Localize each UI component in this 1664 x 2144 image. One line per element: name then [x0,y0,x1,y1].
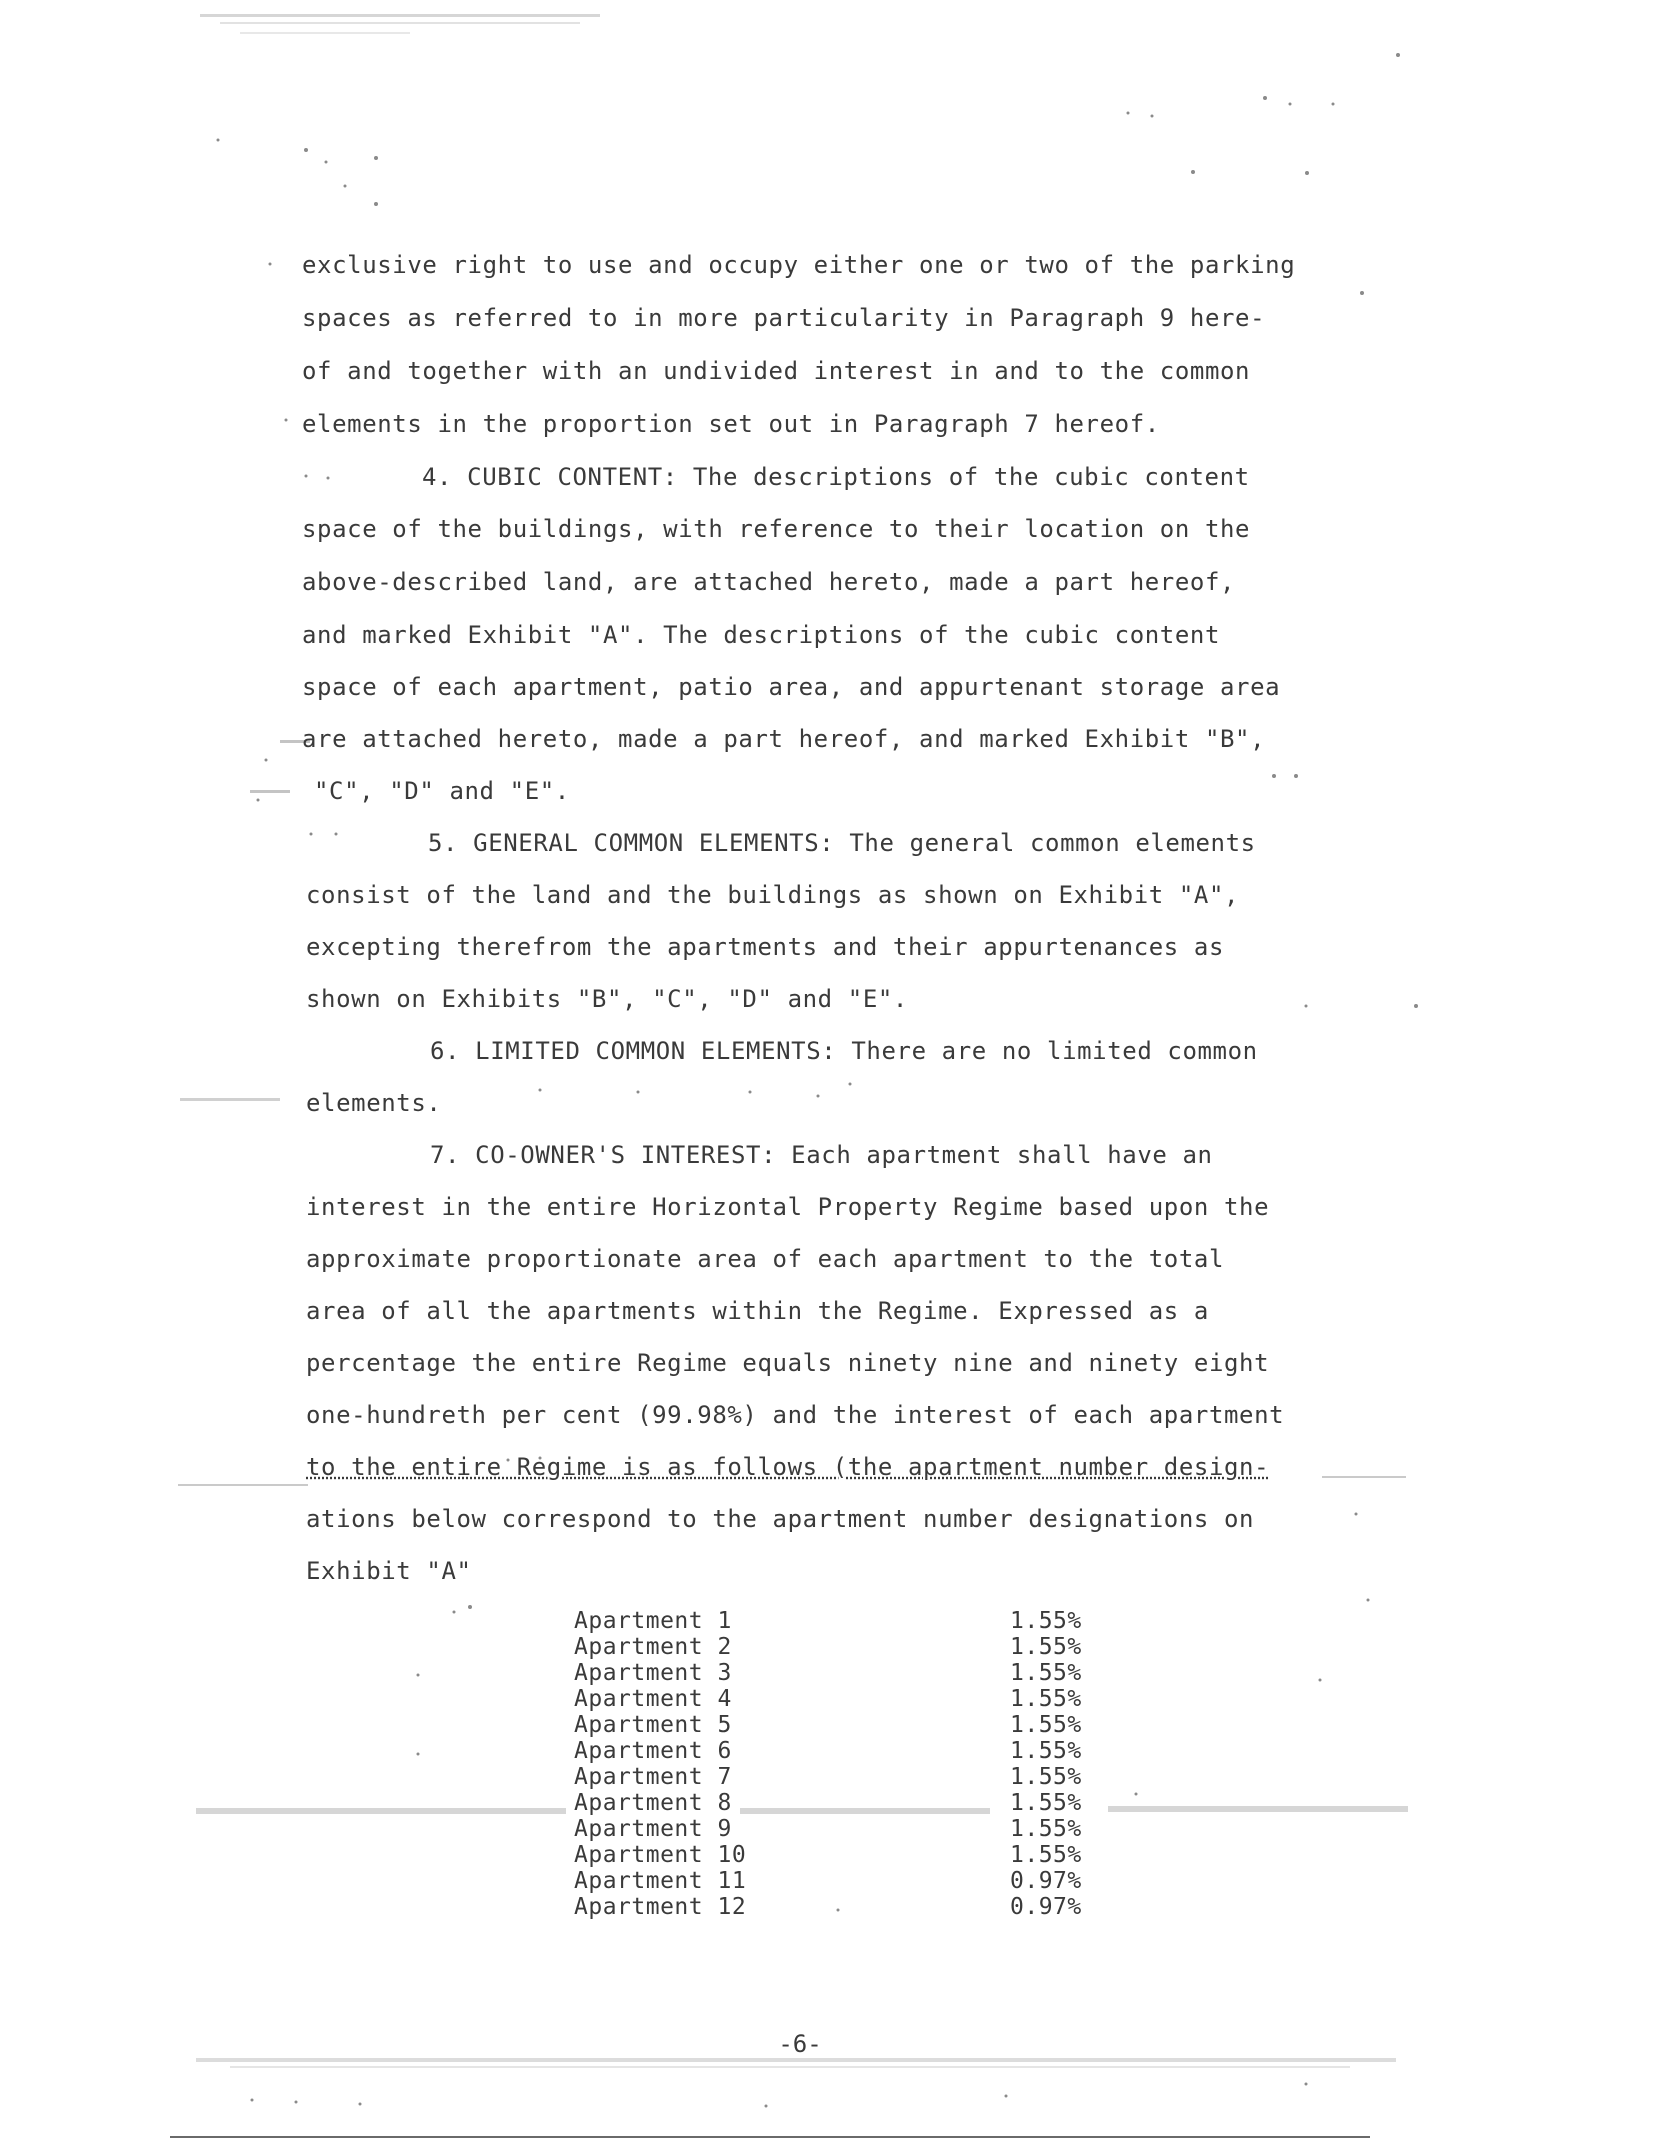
table-row [574,1790,1134,1816]
apartment-label: Apartment 2 [574,1634,732,1660]
apartment-label: Apartment 12 [574,1894,747,1920]
footer-rule [170,2136,1370,2138]
apartment-label: Apartment 9 [574,1816,732,1842]
paragraph-line: elements. [306,1089,442,1117]
apartment-percent: 0.97% [1010,1868,1082,1894]
apartment-label: Apartment 3 [574,1660,732,1686]
apartment-label: Apartment 11 [574,1868,747,1894]
paragraph-line: consist of the land and the buildings as shown on Exhibit "A", [306,881,1240,909]
paragraph-line: approximate proportionate area of each apartment to the total [306,1245,1225,1273]
apartment-percent: 1.55% [1010,1764,1082,1790]
apartment-label: Apartment 1 [574,1608,732,1634]
apartment-percent: 1.55% [1010,1816,1082,1842]
table-row [574,1738,1134,1764]
table-row [574,1842,1134,1868]
table-row [574,1764,1134,1790]
apartment-label: Apartment 8 [574,1790,732,1816]
paragraph-line: elements in the proportion set out in Paragraph 7 hereof. [302,410,1160,438]
table-row [574,1660,1134,1686]
table-row [574,1816,1134,1842]
apartment-label: Apartment 7 [574,1764,732,1790]
paragraph-line: of and together with an undivided interest in and to the common [302,357,1251,385]
section-heading-limited-common-elements: 6. LIMITED COMMON ELEMENTS: There are no limited common [430,1037,1258,1065]
apartment-label: Apartment 4 [574,1686,732,1712]
page-number: -6- [778,2030,822,2058]
table-row [574,1712,1134,1738]
paragraph-line: spaces as referred to in more particularity in Paragraph 9 here- [302,304,1266,332]
table-row [574,1608,1134,1634]
paragraph-line: space of the buildings, with reference to their location on the [302,515,1251,543]
table-row [574,1686,1134,1712]
paragraph-line: exclusive right to use and occupy either one or two of the parking [302,251,1296,279]
paragraph-line: percentage the entire Regime equals ninety nine and ninety eight [306,1349,1270,1377]
table-row [574,1868,1134,1894]
apartment-label: Apartment 10 [574,1842,747,1868]
paragraph-line: ations below correspond to the apartment number designations on [306,1505,1255,1533]
table-row [574,1894,1134,1920]
paragraph-line: one-hundreth per cent (99.98%) and the interest of each apartment [306,1401,1285,1429]
paragraph-line: area of all the apartments within the Regime. Expressed as a [306,1297,1209,1325]
apartment-percent: 1.55% [1010,1842,1082,1868]
apartment-percent: 1.55% [1010,1686,1082,1712]
apartment-percent: 1.55% [1010,1712,1082,1738]
section-heading-cubic-content: 4. CUBIC CONTENT: The descriptions of the cubic content [422,463,1250,491]
section-heading-co-owners-interest: 7. CO-OWNER'S INTEREST: Each apartment shall have an [430,1141,1213,1169]
apartment-percent: 1.55% [1010,1790,1082,1816]
apartment-percent: 1.55% [1010,1660,1082,1686]
paragraph-line: and marked Exhibit "A". The descriptions of the cubic content [302,621,1221,649]
apartment-percent: 1.55% [1010,1608,1082,1634]
paragraph-line: space of each apartment, patio area, and appurtenant storage area [302,673,1281,701]
table-row [574,1634,1134,1660]
paragraph-line: above-described land, are attached hereto, made a part hereof, [302,568,1236,596]
section-heading-general-common-elements: 5. GENERAL COMMON ELEMENTS: The general common elements [428,829,1256,857]
paragraph-line: excepting therefrom the apartments and their appurtenances as [306,933,1225,961]
paragraph-line: shown on Exhibits "B", "C", "D" and "E". [306,985,908,1013]
apartment-percent: 1.55% [1010,1738,1082,1764]
paragraph-line: Exhibit "A" [306,1557,472,1585]
paragraph-line: are attached hereto, made a part hereof, and marked Exhibit "B", [302,725,1266,753]
apartment-percent: 1.55% [1010,1634,1082,1660]
apartment-label: Apartment 6 [574,1738,732,1764]
paragraph-line: "C", "D" and "E". [314,777,570,805]
apartment-percent: 0.97% [1010,1894,1082,1920]
paragraph-line: to the entire Regime is as follows (the apartment number design- [306,1453,1270,1481]
apartment-label: Apartment 5 [574,1712,732,1738]
paragraph-line: interest in the entire Horizontal Property Regime based upon the [306,1193,1270,1221]
